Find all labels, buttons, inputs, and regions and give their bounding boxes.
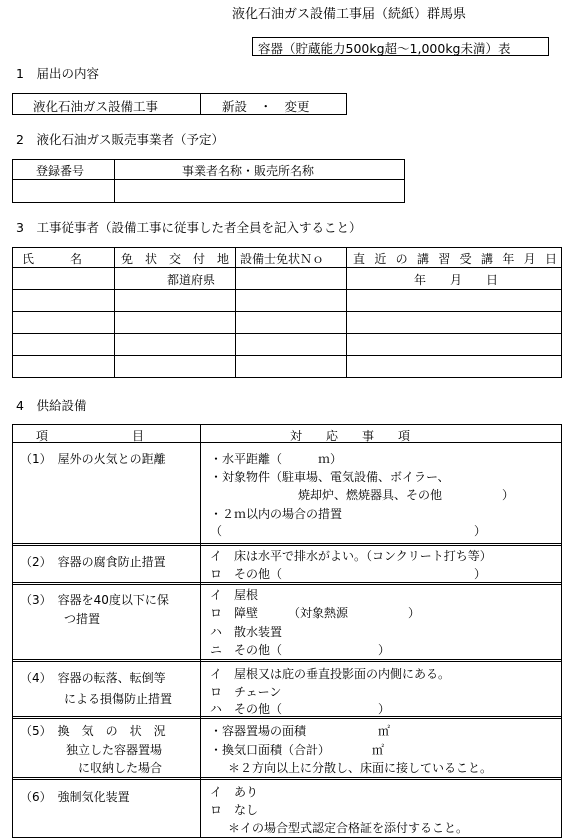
form-title: 液化石油ガス設備工事届（続紙）群馬県 xyxy=(232,7,467,22)
temperature-keep-label: （3） 容器を40度以下に保 xyxy=(20,593,169,607)
fall-option-i[interactable]: イ 屋根又は庇の垂直投影面の内側にある。 xyxy=(210,667,451,681)
temperature-option-ni[interactable]: ニ その他（ ） xyxy=(210,643,391,657)
temperature-option-ha[interactable]: ハ 散水装置 xyxy=(210,625,283,639)
within-2m-measures-line: ・２ｍ以内の場合の措置 xyxy=(210,507,343,521)
form-subtitle: 容器（貯蔵能力500kg超～1,000kg未満）表 xyxy=(258,41,511,56)
target-objects-line-2[interactable]: 焼却炉、燃焼器具、その他 ） xyxy=(298,488,515,502)
ventilation-label-2: 独立した容器置場 xyxy=(66,743,163,757)
vaporizer-option-no[interactable]: ロ なし xyxy=(210,803,259,817)
corrosion-option-i[interactable]: イ 床は水平で排水がよい。（コンクリート打ち等） xyxy=(210,549,492,563)
worker-name-header: 氏 名 xyxy=(22,252,83,266)
ventilation-label: （5） 換 気 の 状 況 xyxy=(20,724,166,738)
fire-distance-label: （1） 屋外の火気との距離 xyxy=(20,452,166,466)
business-name-header: 事業者名称・販売所名称 xyxy=(182,164,315,178)
fall-prevention-label-2: による損傷防止措置 xyxy=(64,692,173,706)
temperature-keep-label-2: つ措置 xyxy=(64,612,101,626)
item-column-header: 項 目 xyxy=(36,429,145,443)
storage-area-line[interactable]: ・容器置場の面積 ㎡ xyxy=(210,724,391,738)
registration-number-header: 登録番号 xyxy=(36,164,85,178)
horizontal-distance-line[interactable]: ・水平距離（ ｍ） xyxy=(210,452,343,466)
within-2m-measures-field[interactable]: （ ） xyxy=(210,524,487,538)
section-3-heading: 3 工事従事者（設備工事に従事した者全員を記入すること） xyxy=(16,220,362,235)
corrosion-option-ro[interactable]: ロ その他（ ） xyxy=(210,567,487,581)
ventilation-label-3: に収納した場合 xyxy=(78,761,163,775)
temperature-option-ro[interactable]: ロ 障壁 （対象熱源 ） xyxy=(210,606,421,620)
license-prefecture-header: 都道府県 xyxy=(167,273,216,287)
notification-type-options[interactable]: 新設 ・ 変更 xyxy=(222,99,310,114)
temperature-option-i[interactable]: イ 屋根 xyxy=(210,588,259,602)
notification-type-label: 液化石油ガス設備工事 xyxy=(33,99,159,114)
registration-number-cell[interactable] xyxy=(13,180,113,202)
section-1-heading: 1 届出の内容 xyxy=(16,66,99,81)
vent-area-line[interactable]: ・換気口面積（合計） ㎡ xyxy=(210,743,385,757)
vaporizer-note: ＊イの場合型式認定合格証を添付すること。 xyxy=(228,821,469,835)
fall-prevention-label: （4） 容器の転落、転倒等 xyxy=(20,671,166,685)
training-date-header: 直近の講習受講年月日 xyxy=(353,252,557,266)
training-date-subheader: 年 月 日 xyxy=(414,273,499,287)
business-name-cell[interactable] xyxy=(115,180,404,202)
certificate-number-header: 設備士免状Ｎｏ xyxy=(240,252,325,266)
corrosion-prevention-label: （2） 容器の腐食防止措置 xyxy=(20,555,166,569)
forced-vaporizer-label: （6） 強制気化装置 xyxy=(20,790,130,804)
fall-option-ro[interactable]: ロ チェーン xyxy=(210,685,282,699)
vaporizer-option-yes[interactable]: イ あり xyxy=(210,785,259,799)
license-issuer-header: 免状交付地 xyxy=(121,252,229,266)
section-2-heading: 2 液化石油ガス販売事業者（予定） xyxy=(16,132,224,147)
target-objects-line[interactable]: ・対象物件（駐車場、電気設備、ボイラー、 xyxy=(210,470,450,484)
section-4-heading: 4 供給設備 xyxy=(16,398,87,413)
fall-option-ha[interactable]: ハ その他（ ） xyxy=(210,702,391,716)
measures-column-header: 対 応 事 項 xyxy=(290,429,411,443)
vent-note: ＊２方向以上に分散し、床面に接していること。 xyxy=(228,761,493,775)
